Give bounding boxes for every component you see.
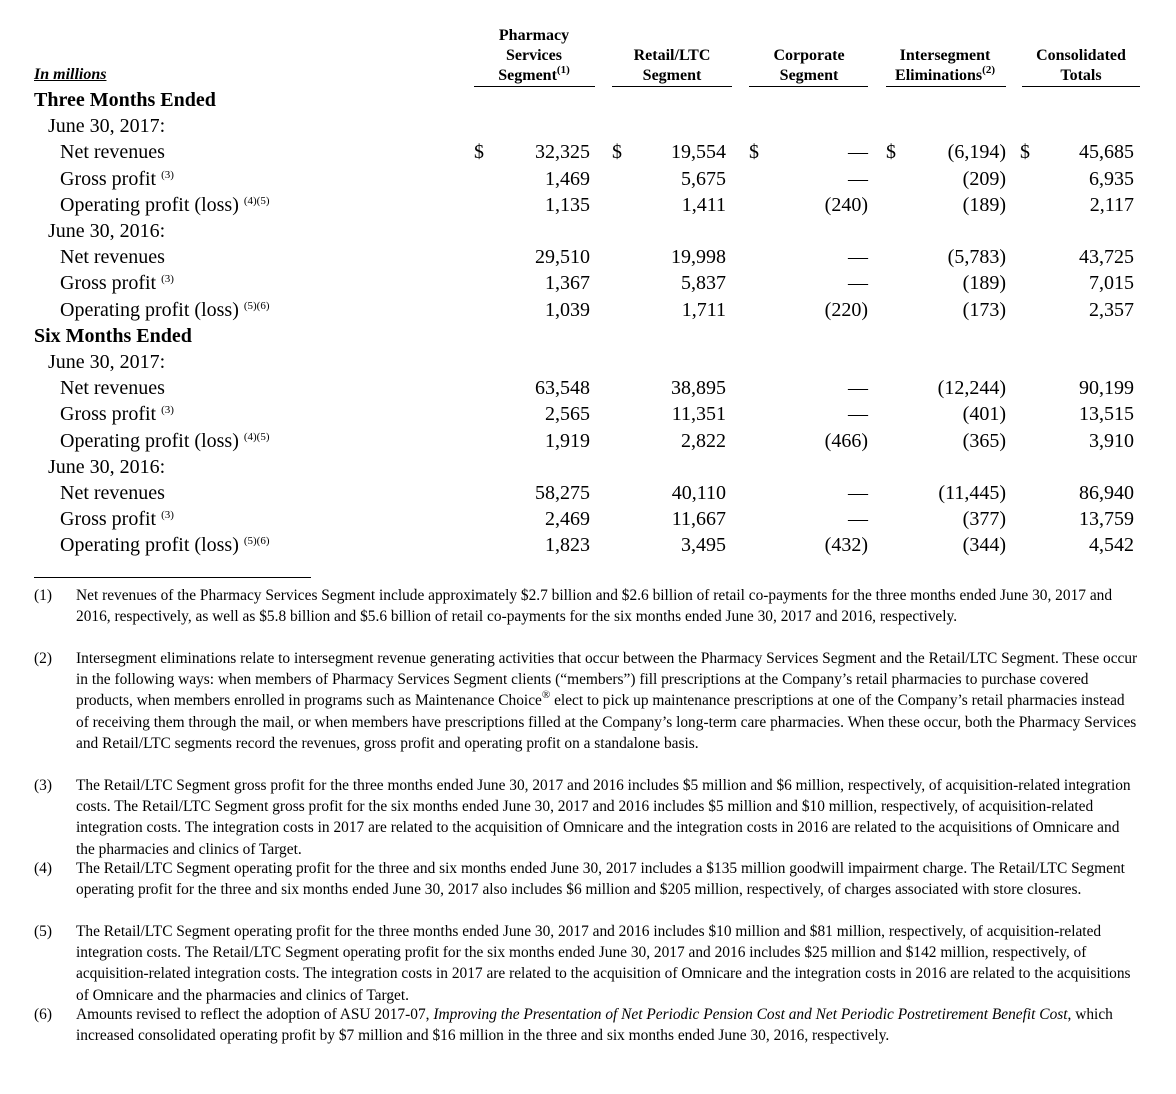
cell-pharmacy: 58,275 (535, 482, 590, 504)
footnote-text (76, 1004, 1140, 1046)
cell-corporate: — (848, 167, 868, 190)
header-intersegment-line2-text: Eliminations (895, 67, 983, 84)
cell-elim: (6,194) (947, 141, 1006, 164)
row-label-text: Gross profit (60, 272, 157, 295)
cell-corporate: (466) (824, 429, 868, 452)
cell-corporate: — (848, 508, 868, 531)
cell-retail: 1,711 (681, 298, 726, 321)
footnote-mark: (6) (34, 1006, 52, 1023)
period-label: June 30, 2017: (48, 115, 166, 138)
footnote-text-part: , which increased consolidated operating profit by $7 million and $16 million in the three and six months ended June 30, 2016, respectively. (76, 1006, 1113, 1045)
footnote-reference: (4)(5) (243, 194, 270, 207)
cell-pharmacy: 2,469 (545, 508, 590, 531)
header-rule-retail (612, 86, 732, 87)
footnote-mark: (1) (34, 587, 52, 604)
cell-total: 90,199 (1079, 377, 1134, 400)
row-label (60, 192, 270, 218)
footnote-2 (34, 648, 1140, 754)
footnote-1 (34, 585, 1140, 627)
row-label (60, 297, 270, 323)
cell-corporate: — (848, 141, 868, 164)
cell-corporate: — (848, 272, 868, 295)
cell-retail: 5,837 (681, 272, 726, 295)
footnote-text: The Retail/LTC Segment gross profit for the three months ended June 30, 2017 and 2016 includes $5 million and $6 million, respectively, of acquisition-related integration costs. The Retail/LTC Segment gross profit for the six months ended June 30, 2017 and 2016 includes $5 million and $10 million, respectively, of acquisition-related integration costs. The integration costs in 2017 are related to the acquisition of Omnicare and the integration costs in 2016 are related to the acquisitions of Omnicare and the pharmacies and clinics of Target. (76, 777, 1131, 858)
header-corporate (749, 46, 869, 86)
cell-corporate: (220) (824, 298, 868, 321)
header-corporate-line1: Corporate (773, 47, 845, 64)
footnote-4 (34, 858, 1140, 900)
footnote-text-part: Intersegment eliminations relate to intersegment revenue generating activities that occur between the Pharmacy Services Segment and the Retail/LTC Segment. These occur in the following ways: when members of Pharmacy Services Segment clients (“members”) fill prescriptions at the Company’s retail pharmacies to purchase covered products, when members enrolled in programs such as Maintenance Choice (76, 650, 1138, 710)
row-label (60, 428, 270, 454)
footnote-text: The Retail/LTC Segment operating profit for the three and six months ended June 30, 2017 includes a $135 million goodwill impairment charge. The Retail/LTC Segment operating profit for the three and six months ended June 30, 2017 also includes $6 million and $205 million, respectively, of charges associated with store closures. (76, 860, 1125, 899)
cell-elim: (5,783) (947, 246, 1006, 269)
row-label (60, 480, 165, 506)
cell-pharmacy: 1,919 (545, 429, 590, 452)
header-pharmacy-line1: Pharmacy (498, 27, 570, 44)
section-title: Three Months Ended (34, 89, 216, 111)
row-label (60, 506, 174, 532)
registered-mark: ® (541, 689, 551, 702)
cell-pharmacy: 29,510 (535, 246, 590, 269)
cell-corporate: (432) (824, 534, 868, 557)
dollar-sign: $ (749, 141, 759, 164)
cell-retail: 19,554 (671, 141, 726, 164)
cell-total: 2,117 (1089, 193, 1134, 216)
row-label-text: Net revenues (60, 141, 165, 164)
footnote-reference: (3) (161, 273, 174, 286)
row-label (60, 532, 270, 558)
row-label (60, 375, 165, 401)
period-label: June 30, 2016: (48, 455, 166, 478)
row-label-text: Operating profit (loss) (60, 429, 239, 452)
header-retail-line1: Retail/LTC (633, 47, 711, 64)
cell-retail: 2,822 (681, 429, 726, 452)
cell-retail: 1,411 (681, 193, 726, 216)
footnote-3 (34, 775, 1140, 860)
row-label-text: Net revenues (60, 482, 165, 504)
footnote-text (76, 648, 1140, 754)
cell-elim: (209) (962, 167, 1006, 190)
footnote-reference: (4)(5) (243, 430, 270, 443)
header-retail-line2: Segment (642, 67, 702, 84)
header-intersegment-line1: Intersegment (899, 47, 991, 64)
cell-retail: 11,667 (671, 508, 726, 531)
unit-label: In millions (34, 66, 107, 83)
section-title: Six Months Ended (34, 324, 192, 347)
footnote-text-part: elect to pick up maintenance prescriptions at one of the Company’s retail pharmacies instead of receiving them through the mail, or when members have prescriptions filled at the Company’s long-term care pharmacies. When these occur, both the Pharmacy Services and Retail/LTC segments record the revenues, gross profit and operating profit on a standalone basis. (76, 692, 1137, 752)
cell-pharmacy: 32,325 (535, 141, 590, 164)
cell-elim: (11,445) (938, 482, 1006, 504)
footnote-text: Net revenues of the Pharmacy Services Segment include approximately $2.7 billion and $2.6 billion of retail co-payments for the three months ended June 30, 2017 and 2016, respectively, as well as $5.8 billion and $5.6 billion of retail co-payments for the six months ended June 30, 2017 and 2016, respectively. (76, 587, 1113, 626)
header-rule-consolidated (1022, 86, 1140, 87)
row-label (60, 139, 165, 165)
header-intersegment-line2 (879, 66, 1011, 86)
cell-corporate: — (848, 403, 868, 426)
row-label-text: Net revenues (60, 246, 165, 269)
cell-elim: (365) (962, 429, 1006, 452)
footnote-reference: (5)(6) (243, 299, 270, 312)
row-label-text: Gross profit (60, 403, 157, 426)
header-pharmacy-line2: Services (506, 47, 562, 64)
cell-pharmacy: 63,548 (535, 377, 590, 400)
header-pharmacy-line3-text: Segment (498, 67, 557, 84)
cell-pharmacy: 1,823 (545, 534, 590, 557)
cell-elim: (173) (962, 298, 1006, 321)
cell-total: 43,725 (1079, 246, 1134, 269)
row-label-text: Operating profit (loss) (60, 193, 239, 216)
row-label-text: Gross profit (60, 508, 157, 531)
cell-retail: 3,495 (681, 534, 726, 557)
cell-elim: (401) (962, 403, 1006, 426)
cell-corporate: — (848, 377, 868, 400)
header-intersegment (879, 46, 1011, 86)
dollar-sign: $ (1020, 141, 1030, 164)
header-corporate-line2: Segment (779, 67, 839, 84)
cell-retail: 40,110 (671, 482, 726, 504)
footnote-rule (34, 577, 311, 578)
cell-retail: 11,351 (671, 403, 726, 426)
footnote-reference: (3) (161, 168, 174, 181)
header-rule-intersegment (886, 86, 1006, 87)
header-consolidated-line2: Totals (1060, 67, 1102, 84)
cell-retail: 5,675 (681, 167, 726, 190)
row-label (60, 401, 174, 427)
footnote-5 (34, 921, 1140, 1006)
cell-retail: 19,998 (671, 246, 726, 269)
footnote-text-part: Amounts revised to reflect the adoption of ASU 2017-07, (76, 1006, 434, 1023)
header-rule-pharmacy (474, 86, 595, 87)
dollar-sign: $ (474, 141, 484, 164)
footnote-mark: (4) (34, 860, 52, 877)
cell-retail: 38,895 (671, 377, 726, 400)
dollar-sign: $ (612, 141, 622, 164)
cell-total: 13,515 (1079, 403, 1134, 426)
footnote-mark: (3) (34, 777, 52, 794)
period-label: June 30, 2017: (48, 351, 166, 373)
cell-elim: (377) (962, 508, 1006, 531)
row-label (60, 244, 165, 270)
header-intersegment-footnote-mark: (2) (982, 64, 995, 76)
cell-total: 2,357 (1089, 298, 1134, 321)
cell-total: 86,940 (1079, 482, 1134, 504)
cell-corporate: — (848, 482, 868, 504)
header-pharmacy (474, 26, 594, 86)
header-retail (612, 46, 732, 86)
row-label-text: Net revenues (60, 377, 165, 400)
cell-pharmacy: 2,565 (545, 403, 590, 426)
cell-total: 45,685 (1079, 141, 1134, 164)
header-consolidated-line1: Consolidated (1036, 47, 1126, 64)
cell-total: 4,542 (1089, 534, 1134, 557)
header-pharmacy-footnote-mark: (1) (556, 64, 570, 76)
footnote-reference: (5)(6) (243, 535, 270, 548)
cell-total: 7,015 (1089, 272, 1134, 295)
row-label (60, 270, 174, 296)
row-label-text: Gross profit (60, 167, 157, 190)
cell-total: 3,910 (1089, 429, 1134, 452)
header-pharmacy-line3 (474, 66, 594, 86)
footnote-mark: (2) (34, 650, 52, 667)
cell-elim: (344) (962, 534, 1006, 557)
footnote-reference: (3) (161, 404, 174, 417)
period-label: June 30, 2016: (48, 220, 166, 242)
cell-total: 6,935 (1089, 167, 1134, 190)
row-label-text: Operating profit (loss) (60, 534, 239, 557)
cell-pharmacy: 1,039 (545, 298, 590, 321)
cell-pharmacy: 1,135 (545, 193, 590, 216)
cell-pharmacy: 1,469 (545, 167, 590, 190)
header-rule-corporate (749, 86, 868, 87)
footnote-6 (34, 1004, 1140, 1046)
row-label-text: Operating profit (loss) (60, 298, 239, 321)
footnote-reference: (3) (161, 509, 174, 522)
dollar-sign: $ (886, 141, 896, 164)
cell-corporate: (240) (824, 193, 868, 216)
row-label (60, 166, 174, 192)
cell-total: 13,759 (1079, 508, 1134, 531)
footnote-italic-title: Improving the Presentation of Net Periodic Pension Cost and Net Periodic Postretirement Benefit Cost (433, 1006, 1068, 1023)
cell-elim: (12,244) (937, 377, 1006, 400)
header-consolidated (1022, 46, 1140, 86)
cell-elim: (189) (962, 272, 1006, 295)
cell-elim: (189) (962, 193, 1006, 216)
footnote-text: The Retail/LTC Segment operating profit for the three months ended June 30, 2017 and 2016 includes $10 million and $81 million, respectively, of acquisition-related integration costs. The Retail/LTC Segment operating profit for the six months ended June 30, 2017 and 2016 includes $25 million and $142 million, respectively, of acquisition-related integration costs. The integration costs in 2017 are related to the acquisition of Omnicare and the integration costs in 2016 are related to the acquisitions of Omnicare and the pharmacies and clinics of Target. (76, 923, 1131, 1004)
cell-corporate: — (848, 246, 868, 269)
footnote-mark: (5) (34, 923, 52, 940)
cell-pharmacy: 1,367 (545, 272, 590, 295)
